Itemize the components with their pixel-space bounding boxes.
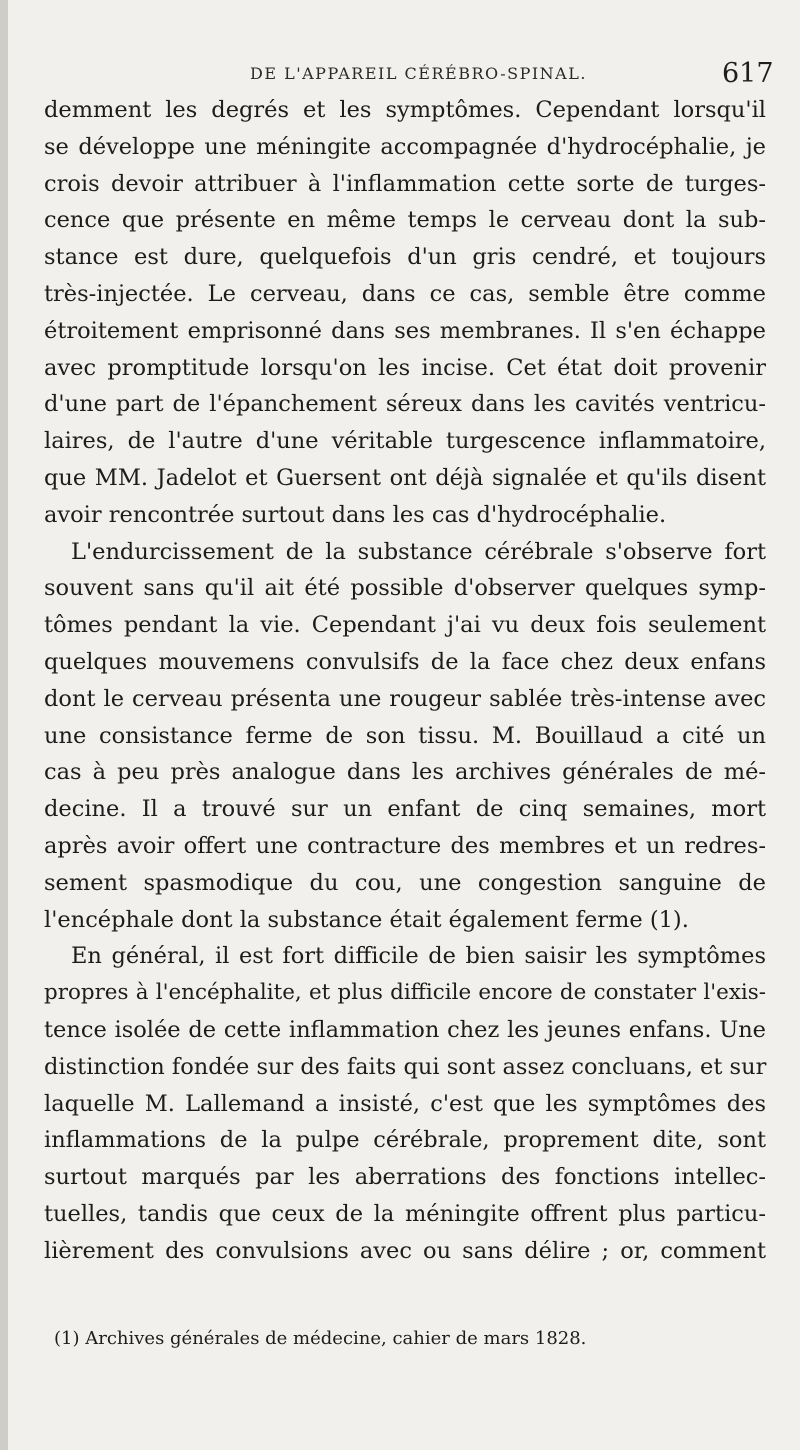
body-text bbox=[44, 92, 766, 1270]
book-page bbox=[8, 0, 800, 1450]
text-line: demment les degrés et les symptômes. Cependant lorsqu'il bbox=[44, 97, 766, 123]
text-line: très-injectée. Le cerveau, dans ce cas, semble être comme bbox=[44, 280, 766, 307]
page-number: 617 bbox=[722, 58, 774, 89]
text-line: se développe une méningite accompagnée d'hydrocéphalie, je bbox=[44, 133, 766, 160]
text-line: tuelles, tandis que ceux de la méningite offrent plus particu- bbox=[44, 1200, 766, 1227]
text-line: souvent sans qu'il ait été possible d'observer quelques symp- bbox=[44, 575, 766, 602]
text-line: crois devoir attribuer à l'inflammation cette sorte de turges- bbox=[44, 170, 766, 197]
text-line: tence isolée de cette inflammation chez les jeunes enfans. Une bbox=[44, 1016, 766, 1043]
text-line: quelques mouvemens convulsifs de la face chez deux enfans bbox=[44, 648, 766, 675]
text-line: cas à peu près analogue dans les archives générales de mé- bbox=[44, 759, 766, 786]
text-line: sement spasmodique du cou, une congestion sanguine de bbox=[44, 869, 766, 896]
text-line: decine. Il a trouvé sur un enfant de cinq semaines, mort bbox=[44, 796, 766, 823]
paragraph-start-line: En général, il est fort difficile de bien saisir les symptômes bbox=[71, 943, 766, 970]
running-title: DE L'APPAREIL CÉRÉBRO-SPINAL. bbox=[250, 64, 587, 83]
page-header bbox=[8, 58, 800, 88]
text-line: cence que présente en même temps le cerveau dont la sub- bbox=[44, 207, 766, 234]
text-line: l'encéphale dont la substance était également ferme (1). bbox=[44, 906, 689, 933]
text-line: propres à l'encéphalite, et plus difficile encore de constater l'exis- bbox=[44, 980, 766, 1006]
text-line: dont le cerveau présenta une rougeur sablée très-intense avec bbox=[44, 685, 766, 712]
text-line: d'une part de l'épanchement séreux dans les cavités ventricu- bbox=[44, 391, 766, 418]
text-line: surtout marqués par les aberrations des fonctions intellec- bbox=[44, 1164, 766, 1191]
text-line: avoir rencontrée surtout dans les cas d'hydrocéphalie. bbox=[44, 501, 667, 528]
text-line: inflammations de la pulpe cérébrale, proprement dite, sont bbox=[44, 1127, 766, 1154]
text-line: lièrement des convulsions avec ou sans délire ; or, comment bbox=[44, 1237, 766, 1264]
page-binding-edge bbox=[0, 0, 8, 1450]
text-line: distinction fondée sur des faits qui sont assez concluans, et sur bbox=[44, 1053, 767, 1080]
paragraph-start-line: L'endurcissement de la substance cérébrale s'observe fort bbox=[71, 538, 766, 565]
text-line: que MM. Jadelot et Guersent ont déjà signalée et qu'ils disent bbox=[44, 464, 766, 491]
text-line: étroitement emprisonné dans ses membranes. Il s'en échappe bbox=[44, 317, 766, 344]
text-line: laires, de l'autre d'une véritable turgescence inflammatoire, bbox=[44, 428, 766, 455]
footnote: (1) Archives générales de médecine, cahier de mars 1828. bbox=[54, 1328, 587, 1349]
text-line: avec promptitude lorsqu'on les incise. Cet état doit provenir bbox=[44, 354, 766, 381]
text-line: laquelle M. Lallemand a insisté, c'est que les symptômes des bbox=[44, 1090, 766, 1117]
text-line: une consistance ferme de son tissu. M. Bouillaud a cité un bbox=[44, 722, 766, 749]
text-line: stance est dure, quelquefois d'un gris cendré, et toujours bbox=[44, 244, 766, 271]
text-line: tômes pendant la vie. Cependant j'ai vu deux fois seulement bbox=[44, 612, 766, 639]
text-line: après avoir offert une contracture des membres et un redres- bbox=[44, 832, 766, 859]
